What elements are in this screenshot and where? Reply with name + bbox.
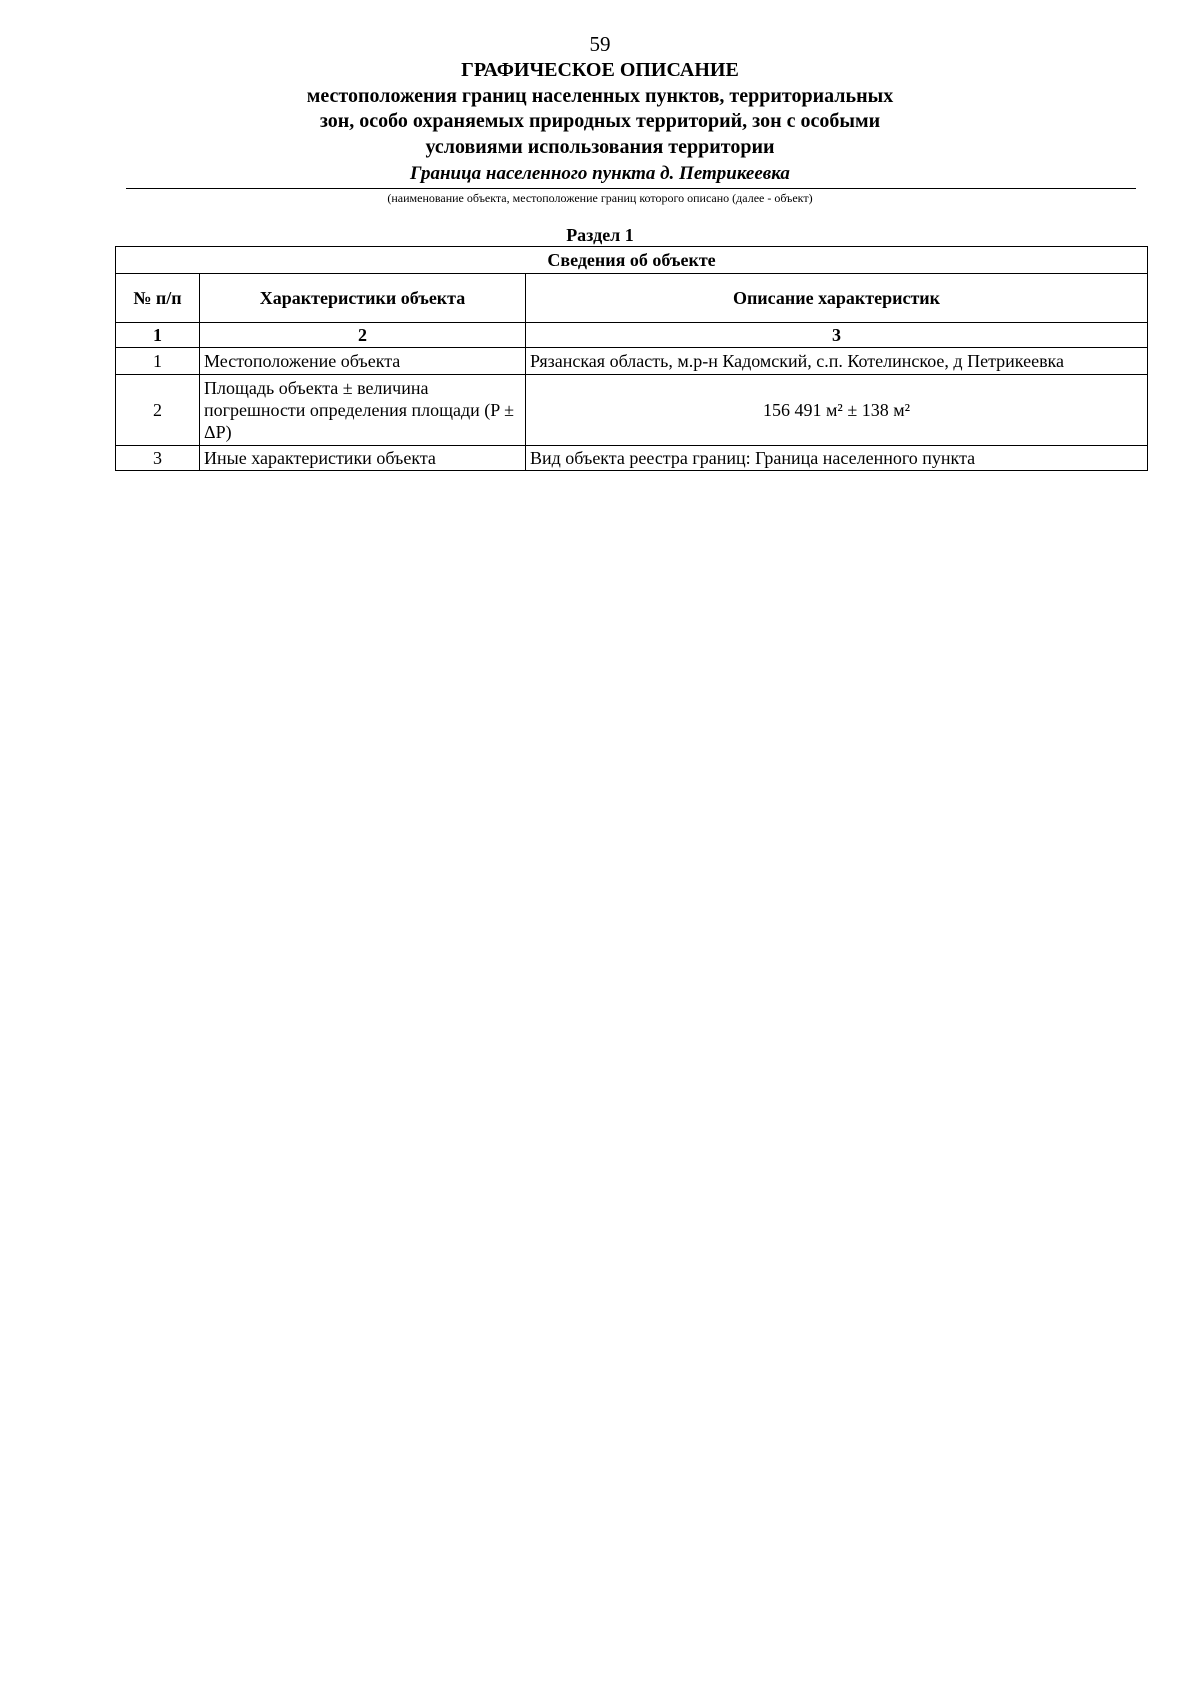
row-description: Рязанская область, м.р-н Кадомский, с.п. Котелинское, д Петрикеевка xyxy=(526,348,1148,375)
object-info-table xyxy=(115,246,1148,471)
table-row xyxy=(116,348,1148,375)
column-number-row xyxy=(116,323,1148,348)
header-number: № п/п xyxy=(116,274,200,323)
row-characteristic: Иные характеристики объекта xyxy=(200,446,526,471)
row-number: 1 xyxy=(116,348,200,375)
title-line-1: ГРАФИЧЕСКОЕ ОПИСАНИЕ xyxy=(461,59,739,81)
column-number-1: 1 xyxy=(116,323,200,348)
row-description: 156 491 м² ± 138 м² xyxy=(526,375,1148,446)
row-characteristic: Местоположение объекта xyxy=(200,348,526,375)
section-title: Раздел 1 xyxy=(566,225,634,245)
table-caption-row xyxy=(116,247,1148,274)
title-line-3: зон, особо охраняемых природных территорий, зон с особыми xyxy=(319,110,881,132)
table-row xyxy=(116,375,1148,446)
table-row xyxy=(116,446,1148,471)
header-description: Описание характеристик xyxy=(526,274,1148,323)
object-name-underline xyxy=(126,188,1136,189)
row-characteristic: Площадь объекта ± величина погрешности определения площади (P ± ΔP) xyxy=(200,375,526,446)
object-caption: (наименование объекта, местоположение границ которого описано (далее - объект) xyxy=(387,191,813,205)
column-number-2: 2 xyxy=(200,323,526,348)
title-line-4: условиями использования территории xyxy=(425,135,775,158)
object-name: Граница населенного пункта д. Петрикеевка xyxy=(410,163,790,184)
column-number-3: 3 xyxy=(526,323,1148,348)
header-characteristic: Характеристики объекта xyxy=(200,274,526,323)
row-description: Вид объекта реестра границ: Граница населенного пункта xyxy=(526,446,1148,471)
title-line-2: местоположения границ населенных пунктов, территориальных xyxy=(306,84,894,107)
table-header-row xyxy=(116,274,1148,323)
page-number: 59 xyxy=(589,32,611,56)
document-title xyxy=(0,58,1200,160)
table-caption: Сведения об объекте xyxy=(116,247,1148,274)
row-number: 2 xyxy=(116,375,200,446)
row-number: 3 xyxy=(116,446,200,471)
